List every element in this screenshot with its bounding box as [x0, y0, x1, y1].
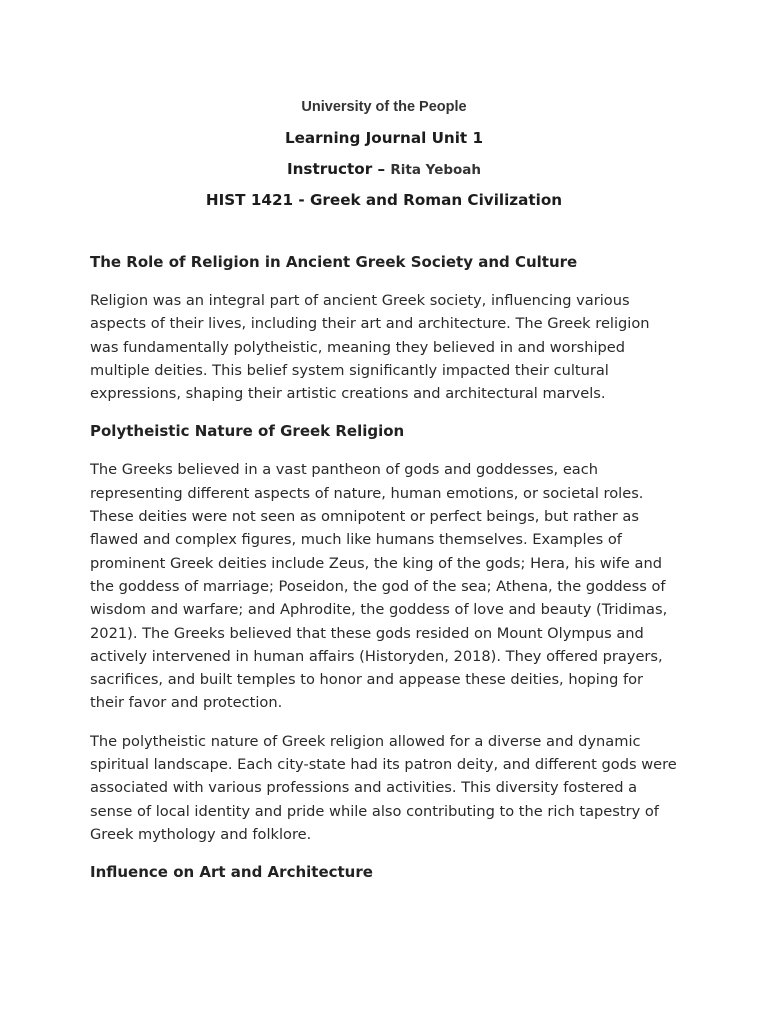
paragraph-role-of-religion: Religion was an integral part of ancient Greek society, influencing various aspects of their lives, including their art and architecture. The Greek religion was fundamentally polytheistic, meaning they believed in and worshiped multiple deities. This belief system significantly impacted their cultural expressions, shaping their artistic creations and architectural marvels.	[90, 292, 650, 403]
instructor-line	[0, 158, 768, 180]
section-heading-polytheistic-nature: Polytheistic Nature of Greek Religion	[90, 422, 405, 441]
document-header	[0, 96, 768, 211]
paragraph-polytheistic-nature-1: The Greeks believed in a vast pantheon of gods and goddesses, each representing different aspects of nature, human emotions, or societal roles. These deities were not seen as omnipotent or perfect beings, but rather as flawed and complex figures, much like humans themselves. Examples of prominent Greek deities include Zeus, the king of the gods; Hera, his wife and the goddess of marriage; Poseidon, the god of the sea; Athena, the goddess of wisdom and warfare; and Aphrodite, the goddess of love and beauty (Tridimas, 2021). The Greeks believed that these gods resided on Mount Olympus and actively intervened in human affairs (Historyden, 2018). They offered prayers, sacrifices, and built temples to honor and appease these deities, hoping for their favor and protection.	[90, 461, 668, 712]
instructor-label: Instructor –	[286, 160, 391, 178]
section-heading-art-architecture: Influence on Art and Architecture	[90, 863, 373, 882]
paragraph-polytheistic-nature-2: The polytheistic nature of Greek religion allowed for a diverse and dynamic spiritual landscape. Each city-state had its patron deity, and different gods were associated with various professions and activities. This diversity fostered a sense of local identity and pride while also contributing to the rich tapestry of Greek mythology and folklore.	[90, 732, 677, 843]
document-body	[90, 251, 680, 884]
course-title: HIST 1421 - Greek and Roman Civilization	[205, 191, 563, 209]
instructor-name: Rita Yeboah	[390, 162, 482, 178]
institution-name: University of the People	[301, 99, 467, 115]
journal-title: Learning Journal Unit 1	[284, 129, 484, 147]
section-heading-role-of-religion: The Role of Religion in Ancient Greek Society and Culture	[90, 253, 578, 271]
